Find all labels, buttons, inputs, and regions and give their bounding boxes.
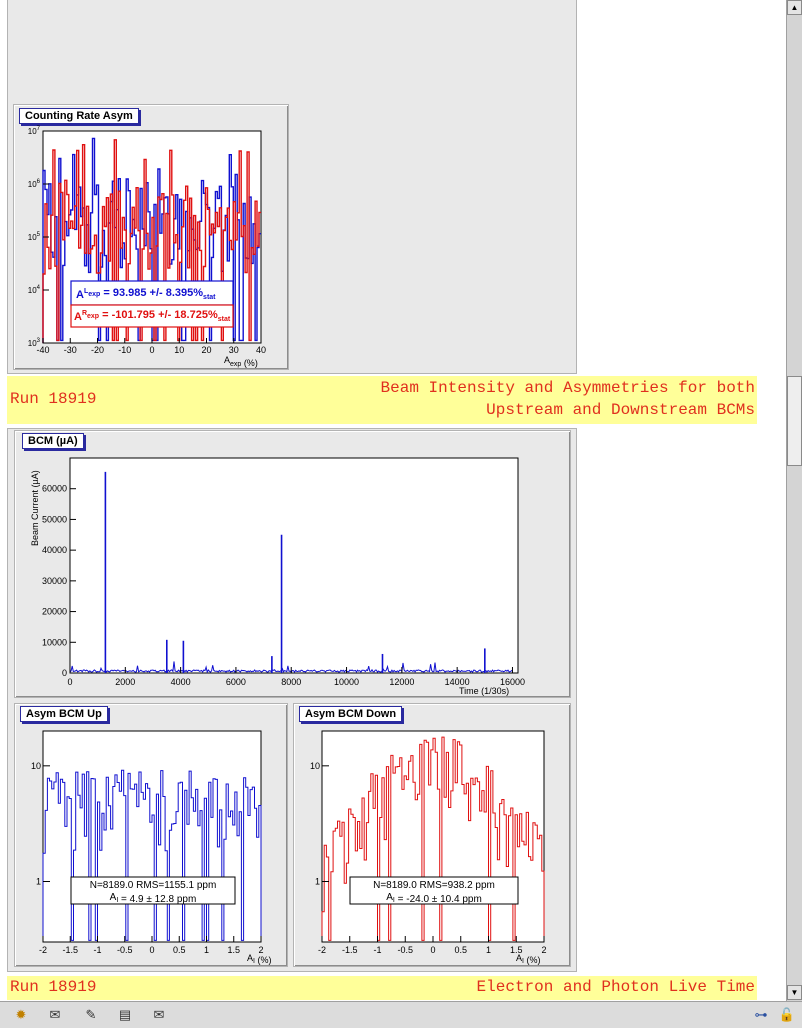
x-tick-label: 0.5 [454, 945, 468, 955]
status-bar [0, 1001, 802, 1028]
bcm-title: BCM (µA) [22, 433, 84, 449]
x-tick-label: -40 [36, 345, 50, 355]
y-tick-label: $10^4$ [27, 285, 40, 295]
x-tick-label: 0 [67, 677, 73, 687]
x-tick-label: 2 [258, 945, 264, 955]
y-tick-label: 30000 [41, 575, 67, 586]
scroll-thumb[interactable] [787, 376, 802, 466]
asym-up-plot [15, 704, 289, 968]
x-tick-label: -1.5 [341, 945, 358, 955]
y-tick-label: 10000 [41, 637, 67, 648]
x-tick-label: 40 [255, 345, 267, 355]
legend-left-asym: $A^L_{exp} = 93.985$ +/- $8.395\%_{stat}$ [76, 287, 216, 301]
x-tick-label: 10000 [334, 677, 360, 687]
address-book-icon[interactable]: ▤ [118, 1007, 132, 1022]
y-tick-label: 1 [35, 876, 41, 887]
connection-icon: ⊶ [754, 1007, 768, 1022]
legend-right-asym: $A^R_{exp} = -101.795$ +/- $18.725\%_{stat}$ [74, 309, 231, 323]
security-lock-icon[interactable]: 🔓 [778, 1007, 796, 1022]
x-tick-label: 4000 [170, 677, 191, 687]
x-tick-label: 1 [485, 945, 492, 955]
y-tick-label: 60000 [41, 483, 67, 494]
y-tick-label: 50000 [41, 514, 67, 525]
y-tick-label: 20000 [41, 606, 67, 617]
counting-rate-xlabel: $A_{exp}$ (%) [224, 355, 258, 368]
bcm-ylabel: Beam Current (µA) [30, 470, 40, 546]
x-tick-label: 10 [174, 345, 185, 355]
asym-up-stats-line2: $A_I = 4.9 \pm 12.8$ ppm [109, 892, 197, 905]
navigator-icon[interactable]: ✹ [15, 1007, 27, 1022]
bcm-plot [15, 431, 572, 699]
y-tick-label: 0 [61, 668, 67, 678]
x-tick-label: 30 [228, 345, 239, 355]
asym-up-title: Asym BCM Up [20, 706, 108, 722]
y-tick-label: $10^5$ [27, 232, 40, 242]
banner-title-line2: Upstream and Downstream BCMs [486, 401, 755, 419]
asym-down-stats-line2: $A_I = -24.0 \pm 10.4$ ppm [386, 892, 482, 905]
x-tick-label: 1 [203, 945, 210, 955]
vertical-scrollbar[interactable] [786, 0, 802, 1001]
section-banner-beam-intensity [7, 376, 757, 424]
asym-up-xlabel: $A_I$ (%) [247, 953, 272, 965]
x-tick-label: 20 [201, 345, 212, 355]
x-tick-label: -0.5 [116, 945, 133, 955]
x-tick-label: 1.5 [509, 945, 523, 955]
y-tick-label: $10^3$ [27, 338, 40, 348]
section-banner-live-time [7, 976, 757, 1000]
banner-run-label: Run 18919 [10, 390, 97, 408]
x-tick-label: -1.5 [62, 945, 79, 955]
y-tick-label: $10^6$ [27, 179, 40, 189]
asym-down-plot [294, 704, 572, 968]
bcm-canvas [14, 430, 571, 698]
composer-icon[interactable]: ✎ [85, 1007, 97, 1022]
x-tick-label: -2 [317, 945, 327, 955]
y-tick-label: 1 [314, 876, 320, 887]
y-tick-label: 10 [30, 760, 41, 771]
banner2-run-label: Run 18919 [10, 978, 97, 996]
x-tick-label: 2 [541, 945, 547, 955]
scroll-down-button[interactable]: ▼ [787, 985, 802, 1000]
x-tick-label: 16000 [499, 677, 525, 687]
y-tick-label: 10 [309, 760, 320, 771]
asym-down-title: Asym BCM Down [299, 706, 402, 722]
asym-up-canvas [14, 703, 288, 967]
x-tick-label: -0.5 [397, 945, 414, 955]
counting-rate-title: Counting Rate Asym [19, 108, 139, 124]
y-tick-label: 40000 [41, 545, 67, 556]
asym-up-stats-line1: N=8189.0 RMS=1155.1 ppm [89, 880, 217, 891]
banner-title-line1: Beam Intensity and Asymmetries for both [380, 379, 755, 397]
asym-down-canvas [293, 703, 571, 967]
x-tick-label: -1 [373, 945, 382, 955]
mail-icon[interactable]: ✉ [49, 1007, 61, 1022]
x-tick-label: -20 [90, 345, 105, 355]
scroll-up-button[interactable]: ▲ [787, 0, 802, 15]
x-tick-label: 0.5 [172, 945, 186, 955]
x-tick-label: 2000 [115, 677, 136, 687]
x-tick-label: 8000 [281, 677, 302, 687]
counting-rate-plot [14, 105, 290, 371]
asym-down-stats-line1: N=8189.0 RMS=938.2 ppm [373, 880, 495, 891]
chat-icon[interactable]: ✉ [153, 1007, 165, 1022]
x-tick-label: -30 [63, 345, 77, 355]
x-tick-label: 0 [149, 345, 155, 355]
counting-rate-canvas [13, 104, 289, 370]
y-tick-label: $10^7$ [27, 126, 40, 136]
x-tick-label: 14000 [444, 677, 470, 687]
x-tick-label: -10 [118, 345, 132, 355]
asym-down-xlabel: $A_I$ (%) [516, 953, 541, 965]
x-tick-label: 1.5 [227, 945, 241, 955]
x-tick-label: 12000 [389, 677, 415, 687]
bcm-xlabel: Time (1/30s) [459, 686, 510, 696]
x-tick-label: 0 [149, 945, 155, 955]
banner2-title: Electron and Photon Live Time [476, 978, 755, 996]
x-tick-label: -2 [38, 945, 48, 955]
x-tick-label: -1 [93, 945, 102, 955]
x-tick-label: 0 [430, 945, 436, 955]
x-tick-label: 6000 [225, 677, 246, 687]
